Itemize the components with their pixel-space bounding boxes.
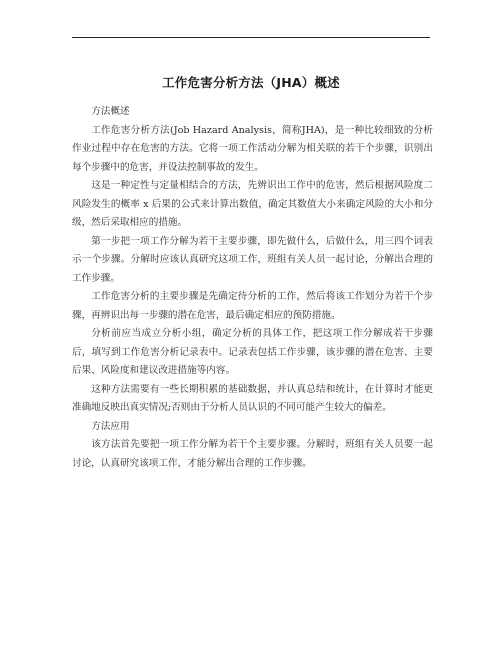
paragraph: 工作危害分析方法(Job Hazard Analysis，简称JHA)，是一种比较细致的分析作业过程中存在危害的方法。它将一项工作活动分解为相关联的若干个步骤，识别出每个步骤中的危害，并设法控制事故的发生。 — [72, 124, 433, 173]
paragraph: 工作危害分析的主要步骤是先确定待分析的工作，然后将该工作划分为若干个步骤，再辨识出每一步骤的潜在危害，最后确定相应的预防措施。 — [72, 291, 433, 321]
paragraph: 这是一种定性与定量相结合的方法，先辨识出工作中的危害，然后根据风险度二风险发生的概率 x 后果的公式来计算出数值，确定其数值大小来确定风险的大小和分级，然后采取相应的措施。 — [72, 180, 433, 228]
section-heading-overview: 方法概述 — [91, 106, 130, 117]
header-rule — [72, 37, 430, 38]
paragraph: 分析前应当成立分析小组，确定分析的具体工作，把这项工作分解成若干步骤后，填写到工作危害分析记录表中。记录表包括工作步骤，该步骤的潜在危害、主要后果、风险度和建议改进措施等内容。 — [72, 328, 433, 376]
document-body — [72, 103, 433, 473]
paragraph: 该方法首先要把一项工作分解为若干个主要步骤。分解时，班组有关人员要一起讨论，认真研究该项工作，才能分解出合理的工作步骤。 — [72, 439, 433, 469]
section-heading-application: 方法应用 — [91, 420, 130, 432]
document-title: 工作危害分析方法（JHA）概述 — [162, 75, 340, 90]
paragraph: 第一步把一项工作分解为若干主要步骤，即先做什么，后做什么，用三四个词表示一个步骤。分解时应该认真研究这项工作，班组有关人员一起讨论，分解出合理的工作步骤。 — [72, 235, 433, 284]
paragraph: 这种方法需要有一些长期积累的基础数据，并认真总结和统计，在计算时才能更准确地反映出真实情况;否则由于分析人员认识的不同可能产生较大的偏差。 — [72, 383, 433, 413]
